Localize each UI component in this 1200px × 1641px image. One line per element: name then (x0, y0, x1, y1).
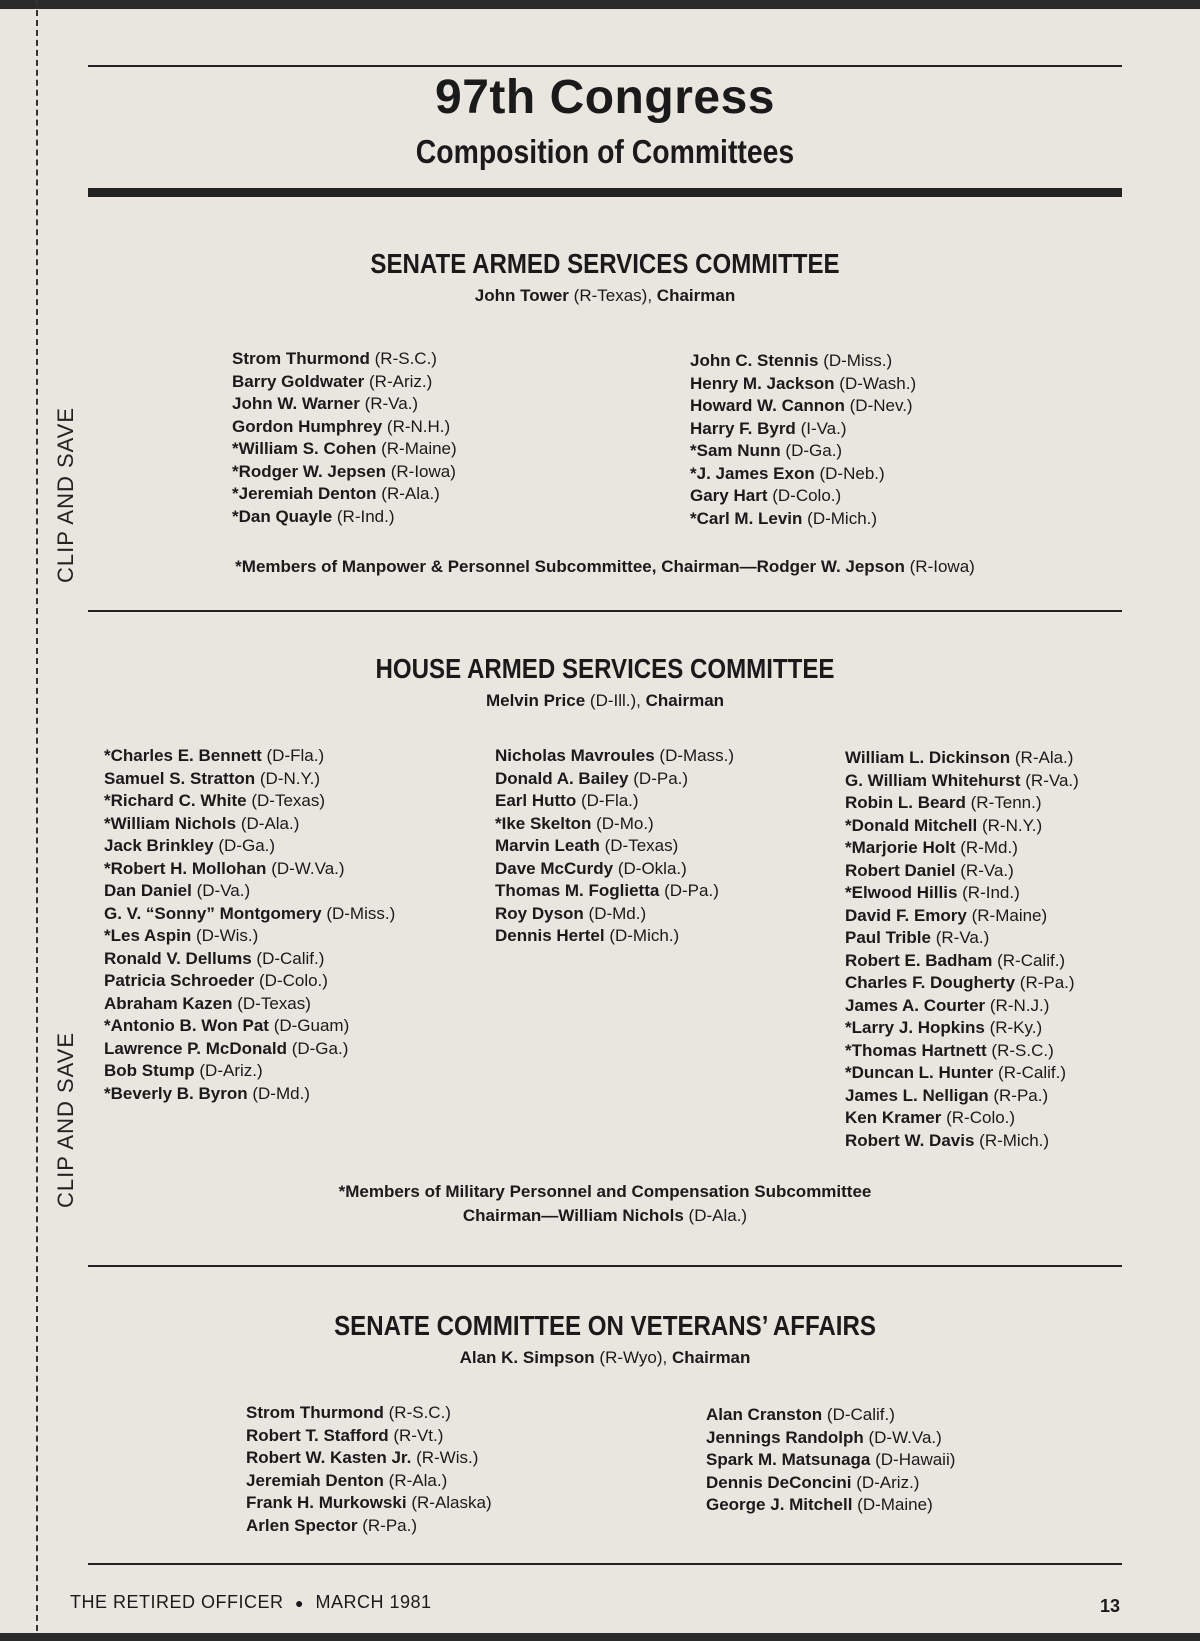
member-party: (R-Calif.) (997, 950, 1066, 970)
chair-party: (R-Texas), (573, 286, 653, 305)
member-party: (D-Mich.) (609, 926, 680, 945)
page-footer (70, 1592, 432, 1613)
member-party: (R-Alaska) (411, 1493, 492, 1512)
member-party: (D-Wash.) (839, 373, 917, 393)
member-party: (D-Fla.) (266, 746, 325, 765)
senate-armed-subcommittee-note (88, 557, 1122, 577)
page-subtitle: Composition of Committees (415, 133, 795, 170)
member-party: (R-Pa.) (362, 1515, 417, 1535)
member-name: *Richard C. White (104, 791, 247, 810)
member-party: (D-Ariz.) (856, 1472, 920, 1492)
member-party: (D-Pa.) (664, 881, 719, 900)
section-divider-1 (88, 610, 1122, 612)
member-name: *Rodger W. Jepsen (232, 461, 386, 481)
member-list-item (104, 903, 395, 926)
member-party: (D-Pa.) (633, 768, 689, 788)
member-list-item (104, 790, 395, 813)
member-party: (D-Neb.) (819, 463, 885, 483)
member-list-item (845, 1017, 1079, 1040)
member-list-item (706, 1472, 955, 1495)
member-list-item (495, 745, 734, 768)
chair-role: Chairman (656, 286, 736, 305)
member-party: (R-Ind.) (336, 506, 395, 526)
member-name: Henry M. Jackson (690, 373, 835, 393)
member-party: (R-Pa.) (1019, 973, 1075, 992)
cut-line (36, 0, 38, 1641)
member-list-item (232, 348, 457, 371)
member-party: (D-Calif.) (826, 1405, 895, 1424)
senate-armed-header (88, 248, 1122, 306)
chair-party: (R-Wyo), (599, 1348, 668, 1367)
member-name: Gordon Humphrey (232, 416, 383, 436)
member-name: *Beverly B. Byron (104, 1083, 248, 1103)
member-name: Dave McCurdy (495, 858, 614, 878)
bottom-edge (0, 1633, 1200, 1641)
member-list-item (495, 768, 734, 791)
member-party: (D-Hawaii) (875, 1450, 956, 1469)
member-name: *William Nichols (104, 813, 237, 833)
member-party: (D-Md.) (588, 903, 647, 923)
member-list-item (845, 1107, 1079, 1130)
member-name: James A. Courter (845, 995, 986, 1015)
footer-bullet: ● (295, 1595, 304, 1611)
member-list-item (104, 768, 395, 791)
member-list-item (104, 745, 395, 768)
member-party: (D-Okla.) (617, 858, 687, 878)
note-text: *Members of Manpower & Personnel Subcommittee, Chairman—Rodger W. Jepson (235, 557, 905, 576)
member-name: Robert W. Kasten Jr. (246, 1448, 412, 1467)
member-list-item (845, 882, 1079, 905)
member-name: G. William Whitehurst (845, 770, 1021, 790)
committee-chair (88, 1348, 1122, 1368)
member-list-item (232, 506, 457, 529)
member-list-item (104, 1038, 395, 1061)
member-party: (D-Ga.) (218, 836, 276, 855)
member-party: (R-S.C.) (374, 349, 437, 368)
member-list-item (246, 1492, 492, 1515)
member-name: Strom Thurmond (246, 1403, 384, 1422)
member-name: Dennis Hertel (495, 926, 605, 945)
member-list-item (104, 1083, 395, 1106)
chair-role: Chairman (645, 691, 725, 710)
member-name: *Charles E. Bennett (104, 746, 262, 765)
member-party: (R-S.C.) (388, 1403, 451, 1422)
member-list-item (690, 418, 916, 441)
member-list-item (104, 880, 395, 903)
member-list-item (845, 1085, 1079, 1108)
member-list-item (690, 463, 916, 486)
member-list-item (706, 1427, 955, 1450)
member-list-item (104, 1060, 395, 1083)
senate-veterans-democrats (706, 1404, 955, 1517)
member-name: David F. Emory (845, 905, 967, 925)
member-name: Gary Hart (690, 486, 768, 505)
member-name: *Larry J. Hopkins (845, 1018, 985, 1037)
member-party: (R-N.H.) (386, 416, 451, 436)
member-list-item (845, 1040, 1079, 1063)
member-list-item (246, 1447, 492, 1470)
member-name: Dennis DeConcini (706, 1472, 852, 1492)
member-list-item (232, 393, 457, 416)
section-heading: SENATE COMMITTEE ON VETERANS’ AFFAIRS (334, 1310, 876, 1341)
member-party: (R-S.C.) (991, 1040, 1054, 1060)
member-name: Nicholas Mavroules (495, 746, 655, 765)
member-list-item (845, 927, 1079, 950)
member-party: (D-Mich.) (807, 508, 878, 528)
member-name: G. V. “Sonny” Montgomery (104, 903, 322, 923)
senate-veterans-republicans (246, 1402, 492, 1537)
member-party: (R-Ala.) (388, 1470, 448, 1490)
member-name: Earl Hutto (495, 791, 577, 810)
clip-and-save-label-bottom: CLIP AND SAVE (53, 1031, 78, 1209)
member-list-item (690, 373, 916, 396)
member-name: Patricia Schroeder (104, 971, 255, 990)
member-name: *Elwood Hillis (845, 883, 958, 902)
section-divider-2 (88, 1265, 1122, 1267)
member-party: (I-Va.) (800, 418, 847, 438)
committee-chair (88, 286, 1122, 306)
member-party: (D-Miss.) (326, 903, 396, 923)
note-party: (R-Iowa) (909, 557, 975, 576)
member-party: (R-Ala.) (381, 484, 440, 503)
member-party: (D-Texas) (604, 836, 679, 855)
member-name: William L. Dickinson (845, 748, 1011, 767)
member-party: (D-Ariz.) (199, 1061, 263, 1080)
member-name: *Marjorie Holt (845, 838, 956, 857)
member-list-item (232, 483, 457, 506)
member-name: *Thomas Hartnett (845, 1040, 987, 1060)
member-list-item (845, 815, 1079, 838)
member-party: (R-Mich.) (979, 1130, 1050, 1150)
member-list-item (845, 972, 1079, 995)
member-list-item (706, 1494, 955, 1517)
member-party: (D-W.Va.) (271, 858, 345, 878)
house-armed-header (88, 653, 1122, 711)
member-list-item (690, 350, 916, 373)
member-party: (R-Ky.) (989, 1018, 1043, 1037)
member-name: Marvin Leath (495, 836, 600, 855)
member-party: (D-Colo.) (772, 486, 842, 505)
member-party: (R-Ariz.) (369, 371, 433, 391)
section-heading: SENATE ARMED SERVICES COMMITTEE (370, 248, 840, 279)
member-name: Bob Stump (104, 1061, 195, 1080)
member-list-item (845, 860, 1079, 883)
chair-name: Melvin Price (485, 691, 586, 710)
member-list-item (104, 858, 395, 881)
member-list-item (845, 995, 1079, 1018)
member-party: (D-W.Va.) (868, 1427, 942, 1447)
member-name: Robert T. Stafford (246, 1425, 389, 1445)
member-list-item (104, 925, 395, 948)
note-party: (D-Ala.) (688, 1206, 748, 1225)
member-name: *Duncan L. Hunter (845, 1063, 994, 1082)
member-list-item (845, 950, 1079, 973)
house-armed-subcommittee-note (88, 1180, 1122, 1228)
member-list-item (104, 948, 395, 971)
member-name: Abraham Kazen (104, 993, 233, 1013)
member-name: Thomas M. Foglietta (495, 881, 660, 900)
member-list-item (232, 438, 457, 461)
member-name: *Sam Nunn (690, 441, 781, 460)
member-list-item (246, 1402, 492, 1425)
member-list-item (706, 1404, 955, 1427)
member-list-item (845, 1062, 1079, 1085)
member-party: (R-Calif.) (998, 1063, 1067, 1082)
member-list-item (104, 993, 395, 1016)
member-list-item (706, 1449, 955, 1472)
publication-name: THE RETIRED OFFICER (70, 1592, 284, 1612)
member-name: *Antonio B. Won Pat (104, 1016, 269, 1035)
member-party: (R-Tenn.) (970, 793, 1042, 812)
member-list-item (495, 858, 734, 881)
member-list-item (246, 1425, 492, 1448)
member-name: *Jeremiah Denton (232, 484, 377, 503)
member-name: *Donald Mitchell (845, 815, 978, 835)
member-party: (D-Mass.) (659, 746, 735, 765)
member-list-item (232, 461, 457, 484)
member-list-item (495, 790, 734, 813)
member-party: (R-Colo.) (946, 1108, 1016, 1127)
member-name: Roy Dyson (495, 903, 584, 923)
title-bottom-rule (88, 188, 1122, 197)
top-edge (0, 0, 1200, 9)
title-top-rule (88, 65, 1122, 67)
note-chair: Chairman—William Nichols (462, 1206, 684, 1225)
member-party: (R-Ala.) (1014, 748, 1074, 767)
member-name: George J. Mitchell (706, 1495, 853, 1514)
senate-veterans-header (88, 1310, 1122, 1368)
member-name: Robert W. Davis (845, 1130, 975, 1150)
member-party: (R-Iowa) (390, 461, 456, 481)
member-party: (R-Maine) (971, 905, 1048, 925)
member-party: (R-Md.) (960, 838, 1018, 857)
member-list-item (690, 508, 916, 531)
page-title: 97th Congress (435, 71, 775, 124)
member-party: (R-N.J.) (989, 995, 1050, 1015)
chair-name: Alan K. Simpson (459, 1348, 595, 1367)
member-party: (D-Va.) (196, 881, 251, 900)
member-name: *J. James Exon (690, 463, 815, 483)
member-party: (D-Md.) (252, 1083, 310, 1103)
issue-date: MARCH 1981 (315, 1592, 432, 1612)
senate-armed-democrats (690, 350, 916, 530)
member-party: (D-Guam) (273, 1016, 350, 1035)
house-armed-column-1 (104, 745, 395, 1105)
member-name: Robin L. Beard (845, 793, 966, 812)
member-party: (D-Nev.) (849, 396, 913, 415)
chair-role: Chairman (671, 1348, 751, 1367)
section-heading: HOUSE ARMED SERVICES COMMITTEE (375, 653, 835, 684)
member-name: Frank H. Murkowski (246, 1493, 407, 1512)
senate-armed-republicans (232, 348, 457, 528)
house-armed-column-2 (495, 745, 734, 948)
member-list-item (495, 813, 734, 836)
member-party: (R-Va.) (960, 860, 1014, 880)
member-list-item (495, 880, 734, 903)
member-name: Spark M. Matsunaga (706, 1450, 871, 1469)
member-name: Howard W. Cannon (690, 396, 845, 415)
member-list-item (845, 1130, 1079, 1153)
member-list-item (104, 970, 395, 993)
member-name: Charles F. Dougherty (845, 973, 1016, 992)
member-list-item (690, 485, 916, 508)
member-list-item (495, 925, 734, 948)
member-party: (D-Texas) (251, 791, 326, 810)
member-name: Ronald V. Dellums (104, 948, 252, 968)
member-list-item (104, 835, 395, 858)
member-party: (D-Mo.) (596, 813, 654, 833)
note-chair-line (88, 1204, 1122, 1228)
member-party: (D-Colo.) (258, 971, 328, 990)
member-list-item (495, 903, 734, 926)
member-name: Robert Daniel (845, 860, 956, 880)
member-party: (R-Va.) (935, 928, 990, 947)
member-name: Jeremiah Denton (246, 1470, 384, 1490)
section-divider-3 (88, 1563, 1122, 1565)
member-name: *Ike Skelton (495, 813, 592, 833)
member-party: (D-Ga.) (785, 441, 843, 460)
member-list-item (845, 905, 1079, 928)
member-name: Alan Cranston (706, 1405, 823, 1424)
member-name: Robert E. Badham (845, 950, 993, 970)
member-name: Barry Goldwater (232, 371, 365, 391)
member-name: *Carl M. Levin (690, 508, 803, 528)
member-party: (R-Wis.) (416, 1448, 479, 1467)
member-party: (D-Wis.) (195, 926, 259, 945)
member-party: (D-Calif.) (256, 948, 325, 968)
member-party: (D-Fla.) (580, 791, 639, 810)
member-name: Ken Kramer (845, 1108, 942, 1127)
member-list-item (845, 792, 1079, 815)
member-list-item (690, 395, 916, 418)
clip-and-save-label-top: CLIP AND SAVE (53, 406, 78, 584)
member-list-item (104, 1015, 395, 1038)
member-name: *William S. Cohen (232, 439, 377, 458)
member-list-item (495, 835, 734, 858)
member-name: John W. Warner (232, 394, 360, 413)
member-name: Lawrence P. McDonald (104, 1038, 287, 1058)
member-party: (R-Maine) (381, 439, 457, 458)
member-name: John C. Stennis (690, 351, 819, 370)
member-name: Paul Trible (845, 928, 931, 947)
page-number: 13 (1100, 1596, 1121, 1616)
member-party: (R-Ind.) (962, 883, 1020, 902)
chair-party: (D-Ill.), (589, 691, 641, 710)
member-name: Harry F. Byrd (690, 418, 796, 438)
member-list-item (690, 440, 916, 463)
member-name: Strom Thurmond (232, 349, 370, 368)
member-list-item (845, 770, 1079, 793)
member-party: (D-N.Y.) (259, 768, 321, 788)
member-list-item (246, 1470, 492, 1493)
member-party: (R-Va.) (364, 394, 419, 413)
member-list-item (845, 747, 1079, 770)
member-party: (D-Ga.) (291, 1038, 349, 1058)
member-party: (D-Maine) (857, 1495, 933, 1514)
member-name: *Dan Quayle (232, 506, 333, 526)
member-list-item (845, 837, 1079, 860)
committee-chair (88, 691, 1122, 711)
member-list-item (232, 371, 457, 394)
member-name: James L. Nelligan (845, 1085, 989, 1105)
member-list-item (232, 416, 457, 439)
member-name: Jack Brinkley (104, 836, 214, 855)
member-party: (R-N.Y.) (981, 815, 1043, 835)
member-name: Dan Daniel (104, 881, 192, 900)
member-name: *Robert H. Mollohan (104, 858, 267, 878)
member-name: Arlen Spector (246, 1515, 358, 1535)
member-name: Jennings Randolph (706, 1427, 864, 1447)
house-armed-column-3 (845, 747, 1079, 1152)
member-party: (D-Texas) (237, 993, 311, 1013)
member-party: (R-Va.) (1025, 770, 1079, 790)
member-list-item (246, 1515, 492, 1538)
note-text: *Members of Military Personnel and Compensation Subcommittee (338, 1182, 872, 1201)
chair-name: John Tower (474, 286, 569, 305)
member-name: Samuel S. Stratton (104, 768, 256, 788)
member-list-item (104, 813, 395, 836)
member-party: (D-Miss.) (823, 351, 893, 370)
member-party: (D-Ala.) (240, 813, 300, 833)
member-name: *Les Aspin (104, 926, 192, 945)
member-party: (R-Vt.) (393, 1425, 444, 1445)
member-party: (R-Pa.) (993, 1085, 1049, 1105)
member-name: Donald A. Bailey (495, 768, 629, 788)
